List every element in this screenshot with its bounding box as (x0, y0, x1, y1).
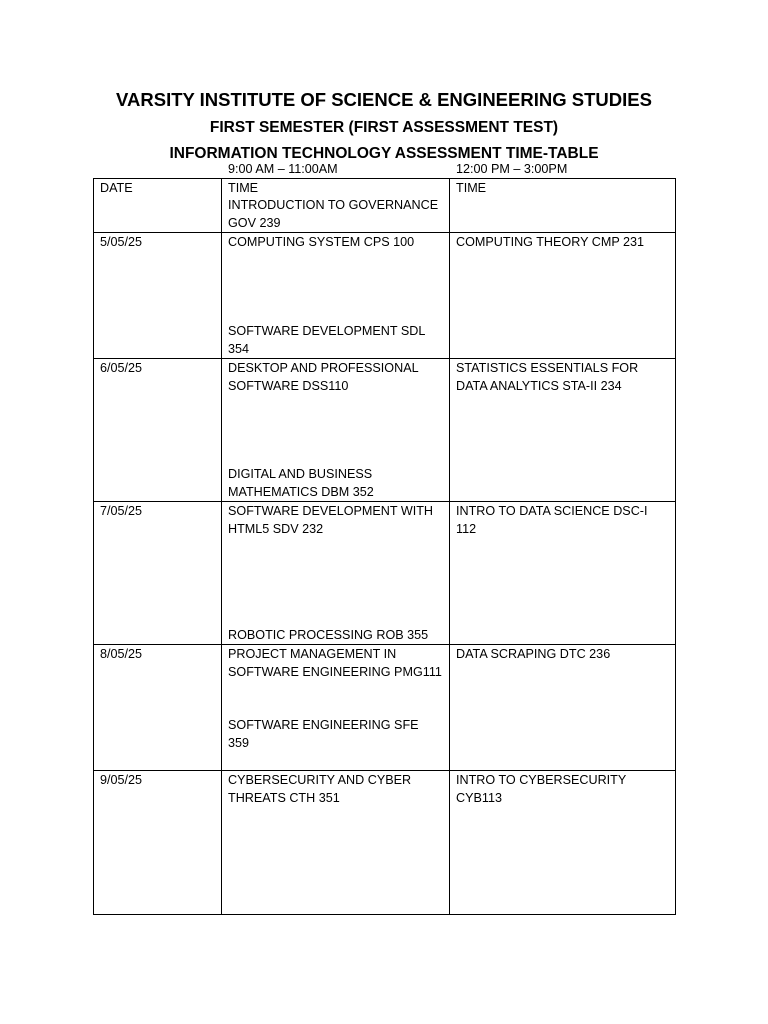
afternoon-cell (450, 645, 676, 771)
morning-time-label: TIME (228, 181, 259, 195)
exam-date: 5/05/25 (100, 235, 143, 249)
table-row (94, 502, 676, 645)
afternoon-exam: INTRO TO DATA SCIENCE DSC-I 112 (456, 504, 648, 536)
date-cell (94, 771, 222, 915)
institution-title: VARSITY INSTITUTE OF SCIENCE & ENGINEERING STUDIES (116, 89, 652, 110)
morning-time-range: 9:00 AM – 11:00AM (228, 162, 338, 177)
timetable (93, 162, 676, 915)
date-header: DATE (100, 181, 133, 195)
exam-date: 8/05/25 (100, 647, 143, 661)
morning-exam-first: DESKTOP AND PROFESSIONAL SOFTWARE DSS110 (228, 361, 419, 393)
semester-subtitle: FIRST SEMESTER (FIRST ASSESSMENT TEST) (209, 119, 559, 136)
afternoon-cell (450, 502, 676, 645)
date-cell (94, 645, 222, 771)
afternoon-time-label: TIME (456, 181, 487, 195)
morning-exam-second: SOFTWARE ENGINEERING SFE 359 (228, 718, 419, 751)
afternoon-cell (450, 771, 676, 915)
morning-exam-second: INTRODUCTION TO GOVERNANCE GOV 239 (228, 198, 439, 231)
exam-date: 6/05/25 (100, 361, 143, 375)
date-cell (94, 233, 222, 359)
afternoon-cell (450, 359, 676, 502)
morning-exam-first: PROJECT MANAGEMENT IN SOFTWARE ENGINEERING PMG111 (228, 647, 442, 679)
date-header-cell (94, 179, 222, 233)
timetable-title: INFORMATION TECHNOLOGY ASSESSMENT TIME-TABLE (169, 145, 599, 162)
morning-exam-first: SOFTWARE DEVELOPMENT WITH HTML5 SDV 232 (228, 504, 434, 536)
table-row (94, 771, 676, 915)
morning-cell (222, 718, 450, 915)
morning-exam-second: DIGITAL AND BUSINESS MATHEMATICS DBM 352 (228, 467, 374, 500)
morning-exam-second: SOFTWARE DEVELOPMENT SDL 354 (228, 324, 425, 357)
date-cell (94, 359, 222, 502)
afternoon-exam: STATISTICS ESSENTIALS FOR DATA ANALYTICS STA-II 234 (456, 361, 639, 393)
afternoon-cell (450, 233, 676, 359)
afternoon-time-range: 12:00 PM – 3:00PM (456, 162, 568, 177)
exam-date: 9/05/25 (100, 773, 143, 787)
afternoon-header-cell (450, 162, 676, 233)
morning-exam-first: COMPUTING SYSTEM CPS 100 (228, 235, 415, 249)
afternoon-exam: DATA SCRAPING DTC 236 (456, 647, 611, 661)
afternoon-exam: INTRO TO CYBERSECURITY CYB113 (456, 773, 627, 805)
date-cell (94, 502, 222, 645)
morning-cell (222, 467, 450, 645)
exam-date: 7/05/25 (100, 504, 143, 518)
afternoon-exam: COMPUTING THEORY CMP 231 (456, 235, 645, 249)
morning-exam-second: ROBOTIC PROCESSING ROB 355 (228, 628, 429, 643)
morning-exam-first: CYBERSECURITY AND CYBER THREATS CTH 351 (228, 773, 412, 805)
